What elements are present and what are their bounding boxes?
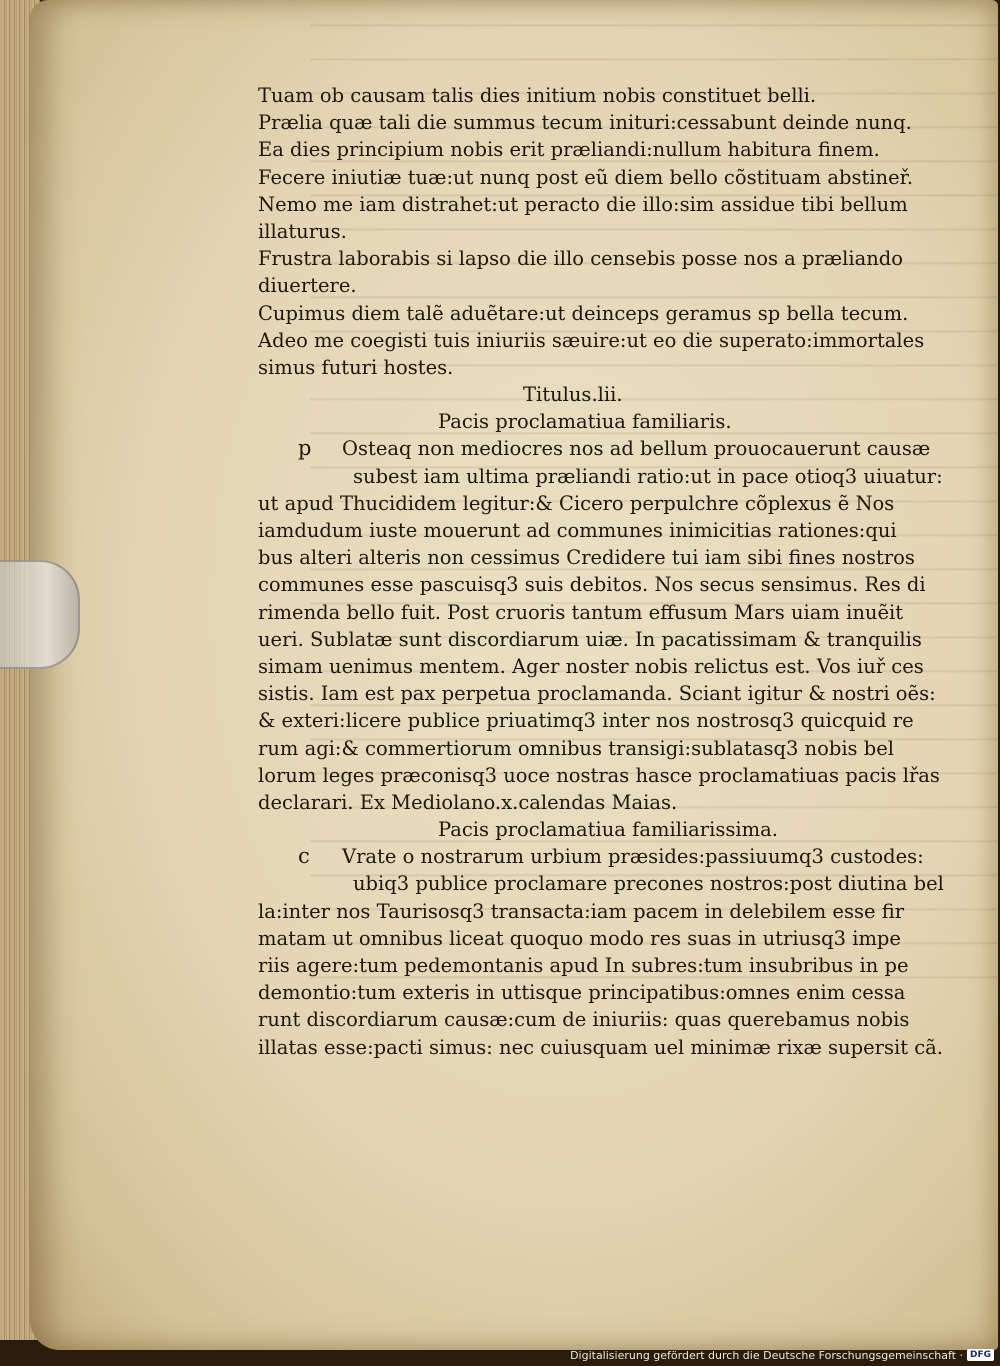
text-line: simus futuri hostes. (258, 355, 454, 379)
text-line: rimenda bello fuit. Post cruoris tantum effusum Mars uiam inuẽit (258, 600, 904, 624)
text-line: ut apud Thucididem legitur:& Cicero perpulchre cõplexus ẽ Nos (258, 491, 895, 515)
printed-text (258, 82, 944, 1061)
funding-footer (570, 1346, 994, 1364)
section1-lines (258, 82, 925, 381)
text-line: diuertere. (258, 274, 357, 298)
text-line: bus alteri alteris non cessimus Credidere tui iam sibi fines nostros (258, 546, 915, 570)
paragraph-1 (258, 435, 943, 816)
titulus-heading: Titulus.lii. (523, 383, 623, 407)
text-line: Frustra laborabis si lapso die illo censebis posse nos a præliando (258, 247, 904, 271)
text-line: demontio:tum exteris in uttisque principatibus:omnes enim cessa (258, 981, 906, 1005)
dfg-logo-icon: DFG (967, 1349, 994, 1361)
text-line: subest iam ultima præliandi ratio:ut in pace otioq3 uiuatur: (353, 464, 943, 488)
section-heading-familiarissima: Pacis proclamatiua familiarissima. (438, 818, 778, 842)
page-clip (0, 560, 80, 669)
text-line: ueri. Sublatæ sunt discordiarum uiæ. In pacatissimam & tranquilis (258, 627, 922, 651)
text-line: runt discordiarum causæ:cum de iniuriis: quas querebamus nobis (258, 1008, 910, 1032)
text-line: Vrate o nostrarum urbium præsides:passiuumq3 custodes: (342, 845, 924, 869)
text-line: simam uenimus mentem. Ager noster nobis relictus est. Vos iuř ces (258, 654, 924, 678)
text-line: rum agi:& commertiorum omnibus transigi:sublatasq3 nobis bel (258, 736, 895, 760)
text-line: Prælia quæ tali die summus tecum inituri:cessabunt deinde nunq. (258, 111, 912, 135)
text-line: illatas esse:pacti simus: nec cuiusquam uel minimæ rixæ supersit cã. (258, 1035, 943, 1059)
text-line: lorum leges præconisq3 uoce nostras hasce proclamatiuas pacis lřas (258, 763, 940, 787)
funding-credit: Digitalisierung gefördert durch die Deutsche Forschungsgemeinschaft · (570, 1348, 963, 1362)
guide-letter-c: c (298, 844, 310, 869)
text-line-first (258, 843, 924, 870)
text-line: sistis. Iam est pax perpetua proclamanda. Sciant igitur & nostri oẽs: (258, 682, 936, 706)
text-line: la:inter nos Taurisosq3 transacta:iam pacem in delebilem esse fir (258, 899, 905, 923)
text-line: illaturus. (258, 219, 347, 243)
text-line: & exteri:licere publice priuatimq3 inter nos nostrosq3 quicquid re (258, 709, 914, 733)
text-line: ubiq3 publice proclamare precones nostros:post diutina bel (353, 872, 944, 896)
text-line: iamdudum iuste mouerunt ad communes inimicitias rationes:qui (258, 519, 897, 542)
text-line: communes esse pascuisq3 suis debitos. Nos secus sensimus. Res di (258, 573, 926, 597)
text-line: Osteaq non mediocres nos ad bellum prouocauerunt causæ (342, 437, 931, 461)
text-line: riis agere:tum pedemontanis apud In subres:tum insubribus in pe (258, 954, 909, 977)
text-line: Cupimus diem talẽ aduẽtare:ut deinceps geramus sp bella tecum. (258, 301, 909, 325)
guide-letter-p: p (298, 436, 312, 461)
text-line: declarari. Ex Mediolano.x.calendas Maias. (258, 790, 678, 814)
text-line: matam ut omnibus liceat quoquo modo res suas in utriusq3 impe (258, 926, 901, 950)
text-line: Nemo me iam distrahet:ut peracto die illo:sim assidue tibi bellum (258, 192, 908, 216)
text-line: Ea dies principium nobis erit præliandi:nullum habitura finem. (258, 138, 880, 162)
text-line-first (258, 435, 931, 462)
text-line: Tuam ob causam talis dies initium nobis constituet belli. (258, 84, 817, 107)
text-line: Fecere iniutiæ tuæ:ut nunq post eũ diem bello cõstituam abstineř. (258, 165, 914, 189)
text-line: Adeo me coegisti tuis iniuriis sæuire:ut eo die superato:immortales (258, 328, 925, 352)
section-heading-familiaris: Pacis proclamatiua familiaris. (438, 410, 732, 434)
paragraph-2 (258, 843, 944, 1061)
